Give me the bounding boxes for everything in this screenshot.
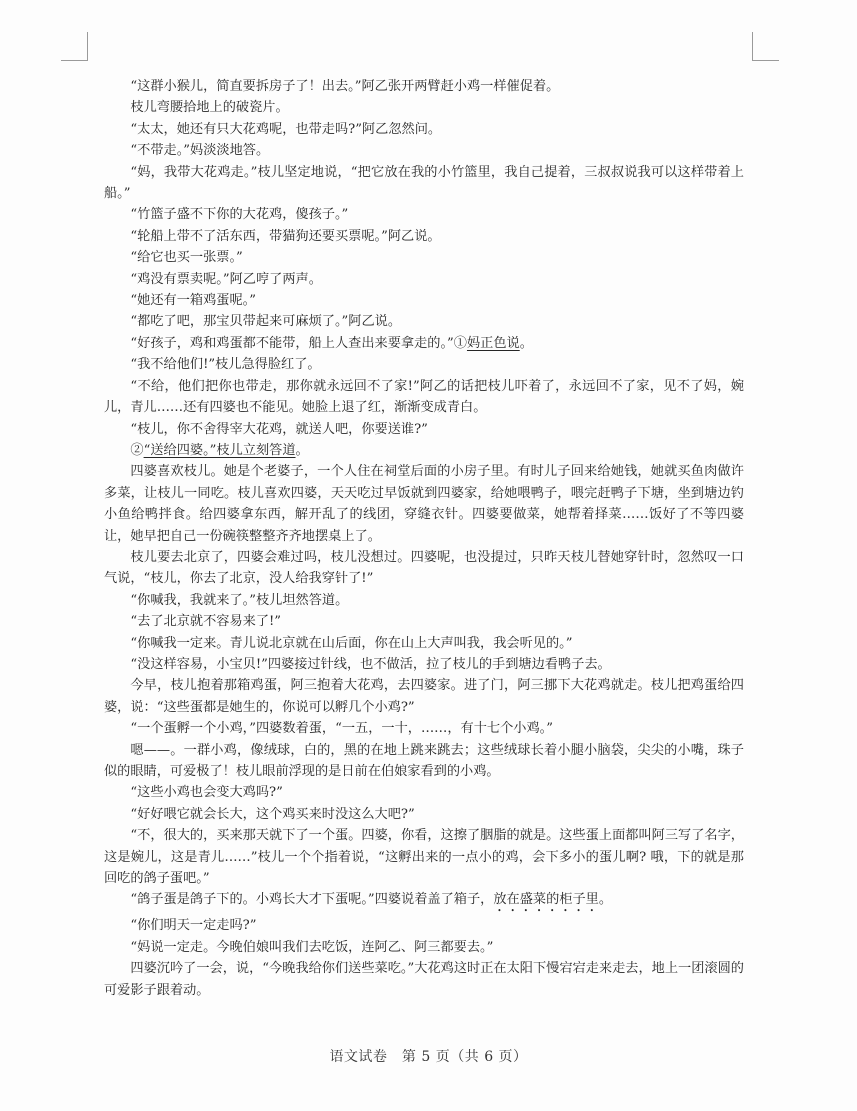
paragraph-text: “好孩子，鸡和鸡蛋都不能带，船上人查出来要拿走的。” <box>130 335 454 351</box>
paragraph-text: “不给，他们把你也带走，那你就永远回不了家!”阿乙的话把枝儿吓着了，永远回不了家，见不了妈，婉儿，青儿……还有四婆也不能见。她脸上退了红，渐渐变成青白。 <box>104 378 744 416</box>
passage-paragraph <box>104 162 744 205</box>
paragraph-text: “你喊我一定来。青儿说北京就在山后面，你在山上大声叫我，我会听见的。” <box>130 635 573 651</box>
passage-paragraph <box>104 140 744 161</box>
passage-paragraph <box>104 419 744 440</box>
question-marker: ② <box>130 442 144 458</box>
passage-paragraph <box>104 247 744 268</box>
passage-paragraph <box>104 119 744 140</box>
underlined-phrase: “送给四婆。”枝儿立刻答道 <box>143 442 296 458</box>
paragraph-text: “不带走。”妈淡淡地答。 <box>130 143 270 159</box>
passage-paragraph <box>104 633 744 654</box>
paragraph-text: “竹篮子盛不下你的大花鸡，傻孩子。” <box>130 207 349 223</box>
passage-paragraph <box>104 782 744 803</box>
passage-paragraph <box>104 76 744 97</box>
paragraph-text: “好好喂它就会长大，这个鸡买来时没这么大吧?” <box>130 806 415 822</box>
paragraph-text: “这群小猴儿，简直要拆房子了！出去。”阿乙张开两臂赶小鸡一样催促着。 <box>130 79 560 94</box>
paragraph-text: “给它也买一张票。” <box>130 250 243 266</box>
passage-paragraph <box>104 333 744 354</box>
passage-paragraph <box>104 889 744 915</box>
passage-paragraph <box>104 311 744 332</box>
passage-paragraph <box>104 226 744 247</box>
paragraph-text: “我不给他们!”枝儿急得脸红了。 <box>130 357 321 373</box>
passage-paragraph <box>104 376 744 419</box>
paragraph-text: “她还有一箱鸡蛋呢。” <box>130 293 256 309</box>
paragraph-text: “轮船上带不了活东西，带猫狗还要买票呢。”阿乙说。 <box>130 228 441 244</box>
passage-paragraph <box>104 937 744 958</box>
passage-paragraph <box>104 611 744 632</box>
paragraph-tail: 。 <box>598 892 613 908</box>
passage-paragraph <box>104 675 744 718</box>
passage-paragraph <box>104 740 744 783</box>
passage-paragraph <box>104 915 744 936</box>
emphasized-phrase: 放在盛菜的柜子里 <box>493 892 599 908</box>
passage-paragraph <box>104 547 744 590</box>
crop-mark-top-right <box>752 32 779 61</box>
paragraph-text: 枝儿要去北京了，四婆会难过吗，枝儿没想过。四婆呢，也没提过，只昨天枝儿替她穿针时，忽然叹一口气说，“枝儿，你去了北京，没人给我穿针了!” <box>104 549 744 587</box>
question-marker: ① <box>453 335 467 351</box>
paragraph-text: “太太，她还有只大花鸡呢，也带走吗?”阿乙忽然问。 <box>130 121 442 137</box>
passage-paragraph <box>104 97 744 118</box>
passage-paragraph <box>104 290 744 311</box>
paragraph-text: “去了北京就不容易来了!” <box>130 614 282 630</box>
paragraph-text: “枝儿，你不舍得宰大花鸡，就送人吧，你要送谁?” <box>130 421 428 437</box>
paragraph-tail: 。 <box>295 442 309 458</box>
underlined-phrase: 妈正色说 <box>466 335 520 351</box>
paragraph-text: “妈说一定走。今晚伯娘叫我们去吃饭，连阿乙、阿三都要去。” <box>130 939 494 955</box>
passage-paragraph <box>104 590 744 611</box>
paragraph-text: “一个蛋孵一个小鸡，”四婆数着蛋，“一五，一十，……，有十七个小鸡。” <box>130 721 553 737</box>
paragraph-text: 枝儿弯腰拾地上的破瓷片。 <box>130 100 289 116</box>
paragraph-text: “鸽子蛋是鸽子下的。小鸡长大才下蛋呢。”四婆说着盖了箱子， <box>130 892 494 908</box>
passage-paragraph <box>104 204 744 225</box>
paragraph-text: “你喊我，我就来了。”枝儿坦然答道。 <box>130 592 349 608</box>
paragraph-text: “都吃了吧，那宝贝带起来可麻烦了。”阿乙说。 <box>130 314 402 330</box>
passage-paragraph <box>104 654 744 675</box>
paragraph-tail: 。 <box>519 335 533 351</box>
paragraph-text: 四婆沉吟了一会，说，“今晚我给你们送些菜吃。”大花鸡这时正在太阳下慢宕宕走来走去，地上一团滚圆的可爱影子跟着动。 <box>104 961 744 998</box>
paragraph-text: 四婆喜欢枝儿。她是个老婆子，一个人住在祠堂后面的小房子里。有时儿子回来给她钱，她就买鱼肉做许多菜，让枝儿一同吃。枝儿喜欢四婆，天天吃过早饭就到四婆家，给她喂鸭子，喂完赶鸭子下塘，坐到塘边钓小鱼给鸭拌食。给四婆拿东西，解开乱了的线团，穿缝衣针。四婆要做菜，她帮着择菜……饭好了不等四婆让，她早把自己一份碗筷整整齐齐地摆桌上了。 <box>104 464 744 544</box>
paragraph-text: 今早，枝儿抱着那箱鸡蛋，阿三抱着大花鸡，去四婆家。进了门，阿三挪下大花鸡就走。枝儿把鸡蛋给四婆，说：“这些蛋都是她生的，你说可以孵几个小鸡?” <box>104 678 744 715</box>
passage-paragraph <box>104 718 744 739</box>
passage-paragraph <box>104 958 744 1001</box>
paragraph-text: “没这样容易，小宝贝!”四婆接过针线，也不做活，拉了枝儿的手到塘边看鸭子去。 <box>130 656 611 672</box>
passage-paragraph <box>104 461 744 547</box>
paragraph-text: “妈，我带大花鸡走。”枝儿坚定地说，“把它放在我的小竹篮里，我自己提着，三叔叔说我可以这样带着上船。” <box>104 164 744 202</box>
reading-passage <box>104 76 744 1001</box>
passage-paragraph <box>104 269 744 290</box>
page-footer: 语文试卷 第 5 页（共 6 页） <box>329 1049 528 1065</box>
crop-mark-top-left <box>61 32 88 61</box>
paragraph-text: “不，很大的，买来那天就下了一个蛋。四婆，你看，这擦了胭脂的就是。这些蛋上面都叫阿三写了名字，这是婉儿，这是青儿……”枝儿一个个指着说，“这孵出来的一点小的鸡，会下多小的蛋儿啊? 哦，下的就是那回吃的鸽子蛋吧。” <box>104 828 744 887</box>
passage-paragraph <box>104 825 744 889</box>
passage-paragraph <box>104 354 744 375</box>
paragraph-text: “鸡没有票卖呢。”阿乙哼了两声。 <box>130 271 322 287</box>
passage-paragraph <box>104 804 744 825</box>
paragraph-text: “你们明天一定走吗?” <box>130 918 257 934</box>
passage-paragraph <box>104 440 744 461</box>
paragraph-text: “这些小鸡也会变大鸡吗?” <box>130 785 283 801</box>
paragraph-text: 嗯——。一群小鸡，像绒球，白的，黑的在地上跳来跳去；这些绒球长着小腿小脑袋，尖尖的小嘴，珠子似的眼睛，可爱极了！枝儿眼前浮现的是日前在伯娘家看到的小鸡。 <box>104 742 744 779</box>
